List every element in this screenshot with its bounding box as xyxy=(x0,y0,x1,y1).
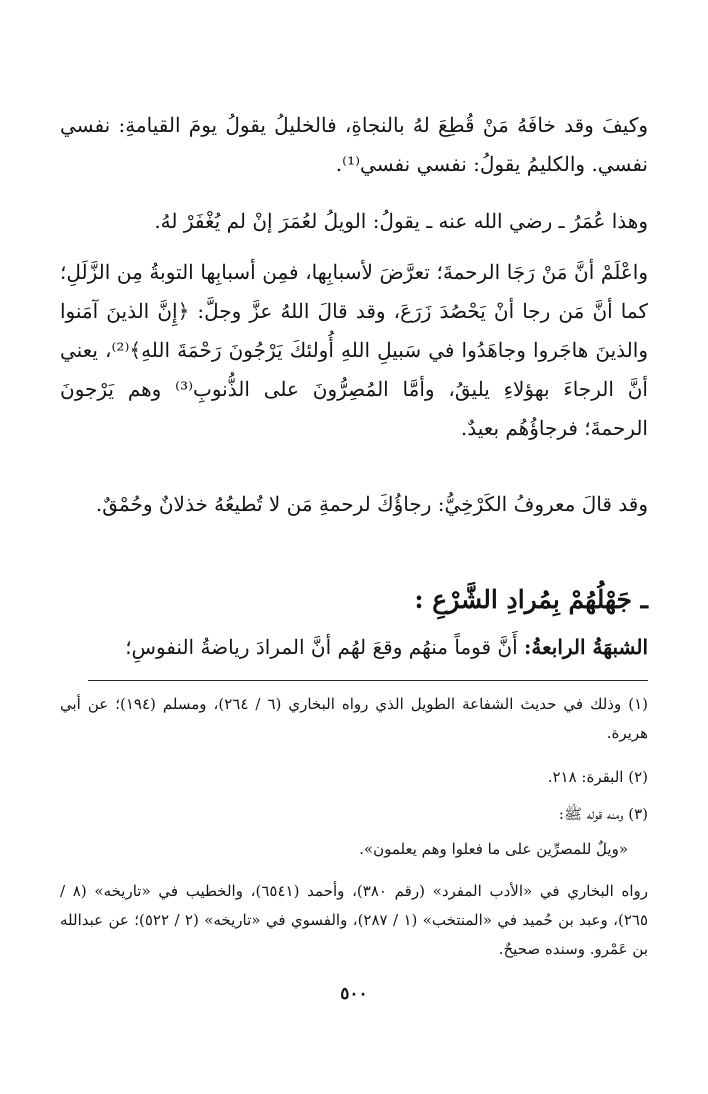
footnote-1: (١) وذلك في حديث الشفاعة الطويل الذي رواه البخاري (٦ / ٢٦٤)، ومسلم (١٩٤)؛ عن أبي هريرة. xyxy=(60,695,649,742)
paragraph-5 xyxy=(60,628,648,667)
footnote-3: (٣) ومنه قوله ﷺ: xyxy=(558,805,648,823)
footnote-separator xyxy=(88,680,648,681)
footnote-2: (٢) البقرة: ٢١٨. xyxy=(547,768,648,786)
section-heading: ـ جَهْلُهُمْ بِمُرادِ الشَّرْعِ : xyxy=(414,585,648,614)
doubt-text: أَنَّ قوماً منهُم وقعَ لهُم أنَّ المرادَ رياضةُ النفوسِ؛ xyxy=(125,635,518,659)
paragraph-1: وكيفَ وقد خافَهُ مَنْ قُطِعَ لهُ بالنجاةِ، فالخليلُ يقولُ يومَ القيامةِ: نفسي نفسي. والكليمُ يقولُ: نفسي نفسي⁽¹⁾. xyxy=(60,113,648,176)
footnote-3-quote: «ويلٌ للمصرِّين على ما فعلوا وهم يعلمون». xyxy=(359,840,628,858)
page-number: ٥٠٠ xyxy=(340,984,368,1004)
paragraph-4: وقد قالَ معروفُ الكَرْخِيُّ: رجاؤُكَ لرحمةِ مَن لا تُطيعُهُ خذلانٌ وحُمْقٌ. xyxy=(95,492,648,516)
paragraph-2: وهذا عُمَرُ ـ رضي الله عنه ـ يقولُ: الويلُ لعُمَرَ إنْ لم يُغْفَرْ لهُ. xyxy=(154,209,648,233)
doubt-label: الشبهَةُ الرابعةُ: xyxy=(524,635,648,659)
footnote-3-sources: رواه البخاري في «الأدب المفرد» (رقم ٣٨٠)، وأحمد (٦٥٤١)، والخطيب في «تاريخه» (٨ / ٢٦٥)، وعبد بن حُميد في «المنتخب» (١ / ٢٨٧)، والفسوي في «تاريخه» (٢ / ٥٢٢)؛ عن عبدالله بن عَمْرو. وسنده صحيحٌ. xyxy=(60,882,648,958)
paragraph-3: واعْلَمْ أنَّ مَنْ رَجَا الرحمةَ؛ تعرَّضَ لأسبابِها، فمِن أسبابِها التوبةُ مِن الزَّلَلِ؛ كما أنَّ مَن رجا أنْ يَحْصُدَ زَرَعَ، وقد قالَ اللهُ عزَّ وجلَّ: ﴿إِنَّ الذينَ آمَنوا والذينَ هاجَروا وجاهَدُوا في سَبيلِ اللهِ أُولئكَ يَرْجُونَ رَحْمَةَ اللهِ﴾⁽²⁾، يعني أنَّ الرجاءَ بهؤلاءِ يليقُ، وأمَّا المُصِرُّونَ على الذُّنوبِ⁽³⁾ وهم يَرْجونَ الرحمةَ؛ فرجاؤُهُم بعيدٌ. xyxy=(60,260,648,440)
